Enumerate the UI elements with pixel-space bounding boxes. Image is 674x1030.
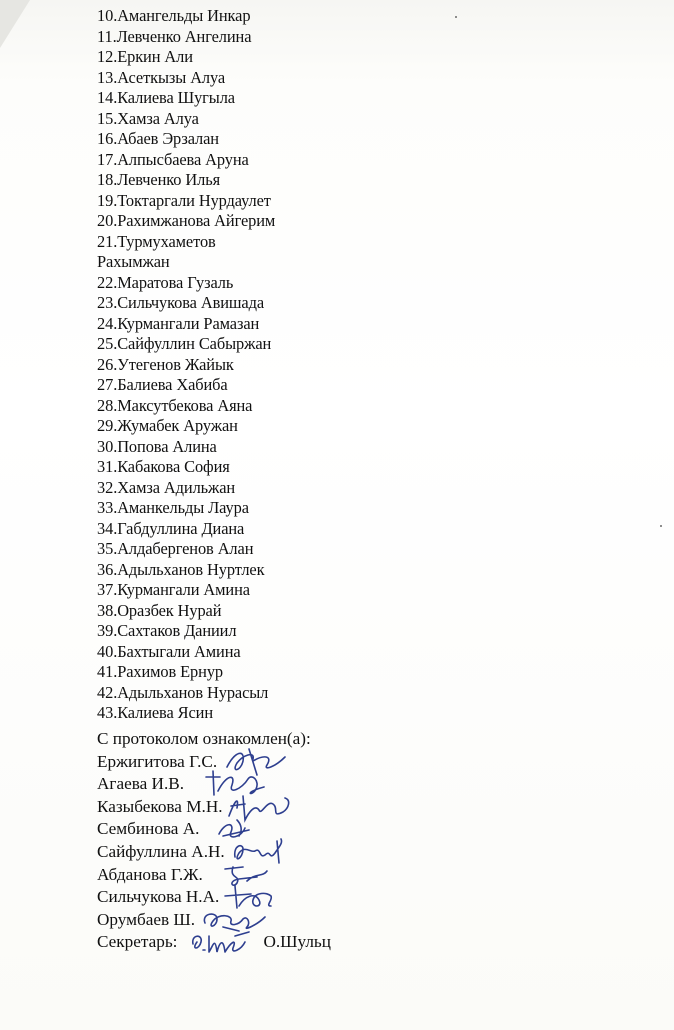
signer-name: Ержигитова Г.С.	[97, 751, 218, 771]
signer-name: Агаева И.В.	[97, 774, 185, 794]
acknowledgement-heading: С протоколом ознакомлен(а):	[97, 729, 311, 748]
list-item: 43.Калиева Ясин	[97, 703, 213, 722]
list-item: 23.Сильчукова Авишада	[97, 293, 265, 312]
list-item: 35.Алдабергенов Алан	[97, 539, 254, 558]
list-item: 20.Рахимжанова Айгерим	[97, 211, 276, 230]
list-item: Рахымжан	[97, 252, 170, 271]
list-item: 15.Хамза Алуа	[97, 108, 199, 128]
secretary-name: О.Шульц	[263, 932, 331, 952]
signer-name: Казыбекова М.Н.	[97, 796, 223, 816]
signer-row	[97, 864, 331, 887]
list-item: 11.Левченко Ангелина	[97, 26, 252, 46]
list-item: 37.Курмангали Амина	[97, 580, 250, 599]
signer-name: Сильчукова Н.А.	[97, 887, 220, 907]
paper-speck	[660, 525, 662, 527]
list-item: 39.Сахтаков Даниил	[97, 621, 237, 640]
list-item: 42.Адыльханов Нурасыл	[97, 682, 269, 702]
list-item: 21.Турмухаметов	[97, 231, 216, 251]
secretary-label: Секретарь:	[97, 932, 178, 952]
list-item: 16.Абаев Эрзалан	[97, 129, 219, 148]
signer-name: Абданова Г.Ж.	[97, 864, 203, 884]
signer-row	[97, 773, 331, 796]
list-item: 29.Жумабек Аружан	[97, 416, 238, 435]
acknowledgement-section	[97, 728, 331, 954]
list-item: 38.Оразбек Нурай	[97, 600, 222, 620]
list-item: 34.Габдуллина Диана	[97, 518, 245, 538]
signer-row	[97, 818, 331, 841]
signer-name: Сайфуллина А.Н.	[97, 841, 225, 861]
list-item: 19.Токтаргали Нурдаулет	[97, 190, 271, 210]
list-item: 41.Рахимов Ернур	[97, 662, 224, 681]
list-item: 40.Бахтыгали Амина	[97, 641, 241, 661]
list-item: 18.Левченко Илья	[97, 170, 221, 189]
list-item: 24.Курмангали Рамазан	[97, 313, 260, 333]
secretary-row	[97, 931, 331, 954]
student-list	[97, 6, 275, 724]
list-item: 30.Попова Алина	[97, 436, 217, 456]
list-item: 33.Аманкельды Лаура	[97, 498, 249, 517]
list-item: 26.Утегенов Жайык	[97, 354, 234, 374]
signer-name: Орумбаев Ш.	[97, 909, 196, 929]
list-item: 32.Хамза Адильжан	[97, 477, 236, 497]
list-item: 25.Сайфуллин Сабыржан	[97, 334, 272, 353]
list-item: 31.Кабакова София	[97, 457, 230, 476]
paper-speck	[455, 16, 457, 18]
list-item: 36.Адыльханов Нуртлек	[97, 559, 265, 579]
list-item: 12.Еркин Али	[97, 47, 193, 66]
list-item: 22.Маратова Гузаль	[97, 272, 234, 292]
list-item: 14.Калиева Шугыла	[97, 88, 235, 107]
handwritten-signature	[189, 928, 253, 958]
list-item: 27.Балиева Хабиба	[97, 375, 228, 394]
list-item: 13.Асеткызы Алуа	[97, 67, 226, 87]
signer-row	[97, 796, 331, 819]
list-item: 10.Амангельды Инкар	[97, 6, 251, 25]
signer-name: Сембинова А.	[97, 819, 200, 839]
list-item: 28.Максутбекова Аяна	[97, 395, 253, 415]
page-corner-shadow	[0, 0, 30, 48]
list-item: 17.Алпысбаева Аруна	[97, 149, 249, 169]
signer-row	[97, 841, 331, 864]
